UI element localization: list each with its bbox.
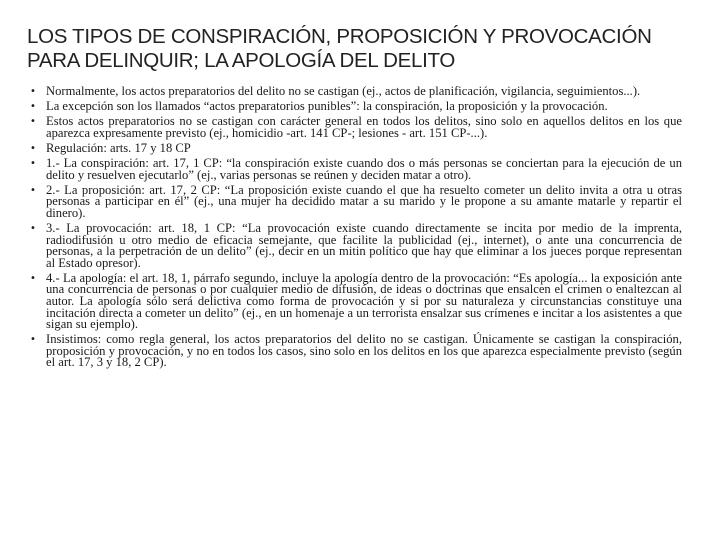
list-item <box>27 220 682 270</box>
list-item <box>27 182 682 220</box>
list-item-text: 3.- La provocación: art. 18, 1 CP: “La provocación existe cuando directamente se incita por medio de la imprenta, radiodifusión u otro medio de eficacia semejante, que facilite la publicidad (ej., internet), o ante una concurrencia de personas, a la perpetración de un delito” (ej., decir en un mitin político que hay que eliminar a los jueces porque representan al Estado opresor). <box>46 220 682 270</box>
list-item-text: 1.- La conspiración: art. 17, 1 CP: “la conspiración existe cuando dos o más personas se conciertan para la ejecución de un delito y resuelven ejecutarlo” (ej., varias personas se reúnen y deciden matar a otro). <box>46 155 682 182</box>
bullet-dot-icon: • <box>30 272 36 284</box>
bullet-dot-icon: • <box>30 222 36 234</box>
list-item-text: Estos actos preparatorios no se castigan con carácter general en todos los delitos, sino solo en aquellos delitos en los que aparezca expresamente previsto (ej., homicidio -art. 141 CP-; lesiones - art. 151 CP-...). <box>46 114 682 140</box>
list-item-text: Normalmente, los actos preparatorios del delito no se castigan (ej., actos de planificación, vigilancia, seguimientos...). <box>46 84 641 98</box>
bullet-dot-icon: • <box>30 157 36 169</box>
bullet-list <box>27 86 682 369</box>
list-item <box>27 270 682 332</box>
list-item-text: 4.- La apología: el art. 18, 1, párrafo segundo, incluye la apología dentro de la provocación: “Es apología... la exposición ante una concurrencia de personas o por cualquier medio de difusión, de ideas o doctrinas que ensalcen el crimen o enaltezcan al autor. La apología sólo será delictiva como forma de provocación y si por su naturaleza y circunstancias constituye una incitación directa a cometer un delito” (ej., en un homenaje a un terrorista ensalzar sus crímenes e incitar a los asistentes a que sigan su ejemplo). <box>46 270 682 332</box>
list-item <box>27 155 682 182</box>
bullet-dot-icon: • <box>30 142 36 154</box>
bullet-dot-icon: • <box>30 334 36 346</box>
slide-title: LOS TIPOS DE CONSPIRACIÓN, PROPOSICIÓN Y PROVOCACIÓN PARA DELINQUIR; LA APOLOGÍA DEL DELITO <box>27 25 652 72</box>
list-item-text: La excepción son los llamados “actos preparatorios punibles”: la conspiración, la proposición y la provocación. <box>46 99 608 114</box>
list-item <box>27 334 682 369</box>
bullet-dot-icon: • <box>30 101 36 113</box>
list-item <box>27 86 682 98</box>
list-item <box>27 101 682 113</box>
bullet-dot-icon: • <box>30 116 36 128</box>
list-item-text: 2.- La proposición: art. 17, 2 CP: “La proposición existe cuando el que ha resuelto cometer un delito invita a otra u otras personas a participar en él” (ej., una mujer ha decidido matar a su marido y le propone a su amante matarle y repartir el dinero). <box>46 182 682 220</box>
list-item <box>27 116 682 139</box>
list-item <box>27 140 682 155</box>
bullet-dot-icon: • <box>30 86 36 97</box>
list-item-text: Insistimos: como regla general, los actos preparatorios del delito no se castigan. Únicamente se castigan la conspiración, proposición y provocación, y no en todos los casos, sino solo en los delitos en los que aparezca especialmente previsto (según el art. 17, 3 y 18, 2 CP). <box>46 332 682 370</box>
list-item-text: Regulación: arts. 17 y 18 CP <box>46 140 191 155</box>
bullet-dot-icon: • <box>30 184 36 196</box>
